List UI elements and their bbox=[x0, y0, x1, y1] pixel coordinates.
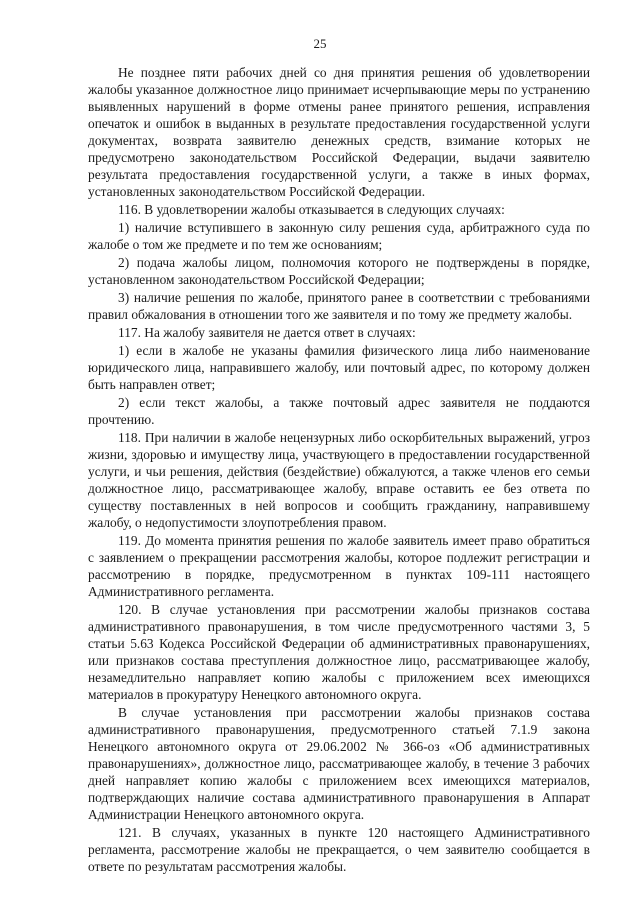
document-body bbox=[88, 64, 590, 876]
paragraph-remedy-measures: Не позднее пяти рабочих дней со дня принятия решения об удовлетворении жалобы указанное должностное лицо принимает исчерпывающие меры по устранению выявленных нарушений в форме отмены ранее принятого решения, исправления опечаток и ошибок в выданных в результате предоставления государственной услуги документах, возврата заявителю денежных средств, взимание которых не предусмотрено законодательством Российской Федерации, выдачи заявителю результата предоставления государственной услуги, а также в иных формах, установленных законодательством Российской Федерации. bbox=[88, 65, 590, 199]
paragraph-119: 119. До момента принятия решения по жалобе заявитель имеет право обратиться с заявлением о прекращении рассмотрения жалобы, которое подлежит регистрации и рассмотрению в порядке, предусмотренном в пунктах 109-111 настоящего Административного регламента. bbox=[88, 533, 590, 599]
paragraph-116-item-1: 1) наличие вступившего в законную силу решения суда, арбитражного суда по жалобе о том же предмете и по тем же основаниям; bbox=[88, 220, 590, 252]
paragraph-116-item-3: 3) наличие решения по жалобе, принятого ранее в соответствии с требованиями правил обжалования в отношении того же заявителя и по тому же предмету жалобы. bbox=[88, 290, 590, 322]
paragraph-120: 120. В случае установления при рассмотрении жалобы признаков состава административного правонарушения, в том числе предусмотренного частями 3, 5 статьи 5.63 Кодекса Российской Федерации об административных правонарушениях, или признаков состава преступления должностное лицо, рассматривающее жалобу, незамедлительно направляет копию жалобы с приложением всех имеющихся материалов в прокуратуру Ненецкого автономного округа. bbox=[88, 602, 590, 702]
paragraph-116-item-2: 2) подача жалобы лицом, полномочия которого не подтверждены в порядке, установленном законодательством Российской Федерации; bbox=[88, 255, 590, 287]
paragraph-117-item-2: 2) если текст жалобы, а также почтовый адрес заявителя не поддаются прочтению. bbox=[88, 395, 590, 427]
paragraph-121: 121. В случаях, указанных в пункте 120 настоящего Административного регламента, рассмотрение жалобы не прекращается, о чем заявителю сообщается в ответе по результатам рассмотрения жалобы. bbox=[88, 825, 590, 874]
paragraph-116-heading: 116. В удовлетворении жалобы отказывается в следующих случаях: bbox=[118, 202, 505, 217]
page-number: 25 bbox=[313, 36, 327, 51]
paragraph-120-continued: В случае установления при рассмотрении жалобы признаков состава административного правонарушения, предусмотренного статьей 7.1.9 закона Ненецкого автономного округа от 29.06.2002 № 366-оз «Об административных правонарушениях», должностное лицо, рассматривающее жалобу, в течение 3 рабочих дней направляет копию жалобы с приложением всех имеющихся материалов, подтверждающих наличие состава административного правонарушения в Аппарат Администрации Ненецкого автономного округа. bbox=[88, 705, 590, 822]
paragraph-117-item-1: 1) если в жалобе не указаны фамилия физического лица либо наименование юридического лица, направившего жалобу, или почтовый адрес, по которому должен быть направлен ответ; bbox=[88, 343, 590, 392]
paragraph-118: 118. При наличии в жалобе нецензурных либо оскорбительных выражений, угроз жизни, здоровью и имуществу лица, участвующего в предоставлении государственной услуги, и чьи решения, действия (бездействие) обжалуются, а также членов его семьи должностное лицо, рассматривающее жалобу, вправе оставить ее без ответа по существу поставленных в ней вопросов и сообщить гражданину, направившему жалобу, о недопустимости злоупотребления правом. bbox=[88, 430, 590, 530]
paragraph-117-heading: 117. На жалобу заявителя не дается ответ в случаях: bbox=[118, 325, 416, 340]
